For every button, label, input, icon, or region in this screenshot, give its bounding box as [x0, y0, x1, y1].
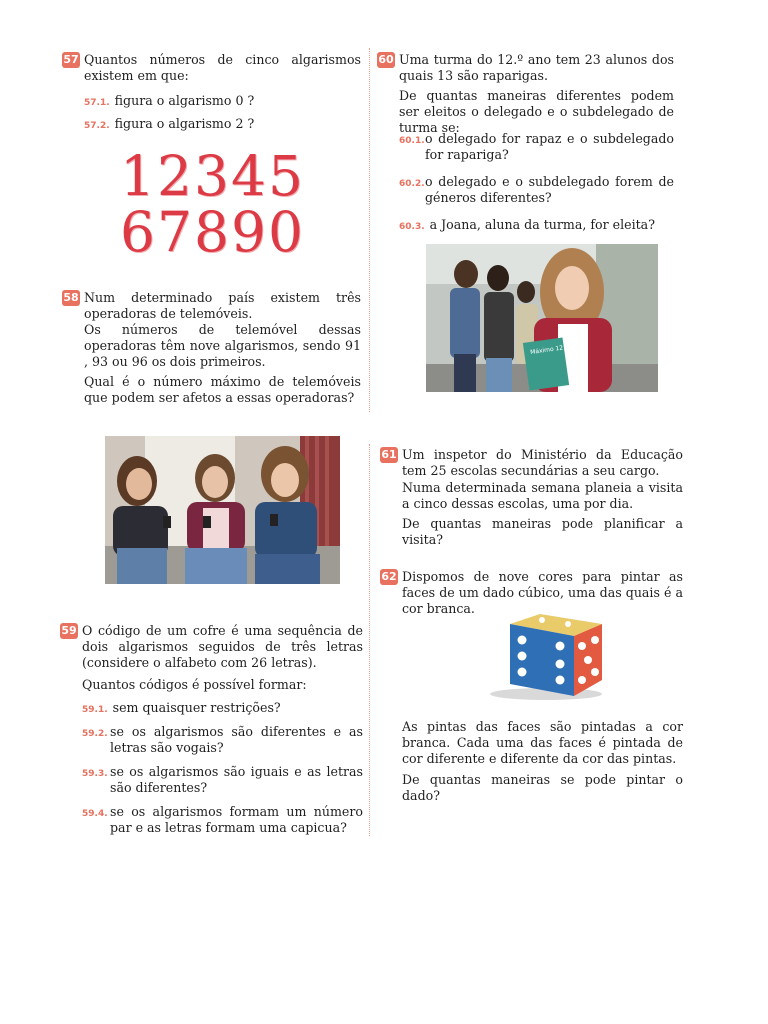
- exercise-61-text-2: Numa determinada semana planeia a visita a cinco dessas escolas, uma por dia.: [402, 480, 683, 511]
- sub-text: sem quaisquer restrições?: [112, 700, 281, 715]
- sub-text: a Joana, aluna da turma, for eleita?: [429, 217, 655, 232]
- exercise-59-1: [82, 700, 281, 718]
- exercise-60-text-2: De quantas maneiras diferentes podem ser eleitos o delegado e o subdelegado de turma se:: [399, 88, 674, 135]
- exercise-62-text-3: De quantas maneiras se pode pintar o dado?: [402, 772, 683, 803]
- exercise-60-3: [399, 217, 655, 235]
- exercise-number-62: 62: [381, 570, 397, 583]
- book-title: Máximo 12: [529, 344, 564, 357]
- sub-number-label: 59.2.: [82, 729, 108, 739]
- exercise-59-4-text: se os algarismos formam um número par e as letras formam uma capicua?: [110, 804, 363, 835]
- exercise-59-3-text: se os algarismos são iguais e as letras são diferentes?: [110, 764, 363, 795]
- sub-number: [82, 764, 113, 782]
- exercise-58-text-2: Os números de telemóvel dessas operadoras têm nove algarismos, sendo 91 , 93 ou 96 os dois primeiros.: [84, 322, 361, 369]
- column-divider-bottom: [369, 444, 370, 836]
- exercise-61-text-3: De quantas maneiras pode planificar a visita?: [402, 516, 683, 547]
- sub-text: figura o algarismo 2 ?: [114, 116, 255, 131]
- exercise-57-2: [84, 116, 254, 134]
- exercise-60-1-text: o delegado for rapaz e o subdelegado for rapariga?: [425, 131, 674, 162]
- exercise-number-61: 61: [381, 448, 397, 461]
- dice-illustration: [482, 610, 606, 702]
- sub-number-label: 59.3.: [82, 769, 108, 779]
- sub-number: 60.3.: [399, 222, 425, 232]
- exercise-59-text-1: O código de um cofre é uma sequência de dois algarismos seguidos de três letras (considere o alfabeto com 26 letras).: [82, 623, 363, 670]
- sub-number: [82, 724, 108, 742]
- exercise-62-text-2: As pintas das faces são pintadas a cor branca. Cada uma das faces é pintada de cor diferente e diferente da cor das pintas.: [402, 719, 683, 766]
- sub-number: [82, 804, 113, 822]
- exercise-59-2-text: se os algarismos são diferentes e as letras são vogais?: [110, 724, 363, 755]
- digits-row-1: 12345: [120, 144, 305, 208]
- exercise-57-text: Quantos números de cinco algarismos existem em que:: [84, 52, 361, 83]
- exercise-number-60: 60: [378, 53, 394, 66]
- exercise-61-text-1: Um inspetor do Ministério da Educação tem 25 escolas secundárias a seu cargo.: [402, 447, 683, 478]
- sub-number-label: 60.2.: [399, 179, 425, 189]
- exercise-number-58: 58: [63, 291, 79, 304]
- sub-text: figura o algarismo 0 ?: [114, 93, 255, 108]
- sub-number: 57.1.: [84, 98, 110, 108]
- sub-number-label: 59.4.: [82, 809, 108, 819]
- exercise-60-2-text: o delegado e o subdelegado forem de géneros diferentes?: [425, 174, 674, 205]
- exercise-60-text-1: Uma turma do 12.º ano tem 23 alunos dos quais 13 são raparigas.: [399, 52, 674, 83]
- exercise-58-text-1: Num determinado país existem três operadoras de telemóveis.: [84, 290, 361, 321]
- sub-number: 57.2.: [84, 121, 110, 131]
- exercise-57-1: [84, 93, 254, 111]
- column-divider-top: [369, 48, 370, 412]
- exercise-number-59: 59: [61, 624, 77, 637]
- exercise-number-57: 57: [63, 53, 79, 66]
- photo-girls-with-phones: [105, 436, 340, 584]
- sub-number-label: 60.1.: [399, 136, 425, 146]
- exercise-58-text-3: Qual é o número máximo de telemóveis que podem ser afetos a essas operadoras?: [84, 374, 361, 405]
- digits-row-2: 67890: [120, 200, 305, 264]
- photo-student-with-book: [426, 244, 658, 392]
- exercise-62-text-1: Dispomos de nove cores para pintar as faces de um dado cúbico, uma das quais é a cor branca.: [402, 569, 683, 616]
- sub-number: 59.1.: [82, 705, 108, 715]
- exercise-59-text-2: Quantos códigos é possível formar:: [82, 677, 307, 692]
